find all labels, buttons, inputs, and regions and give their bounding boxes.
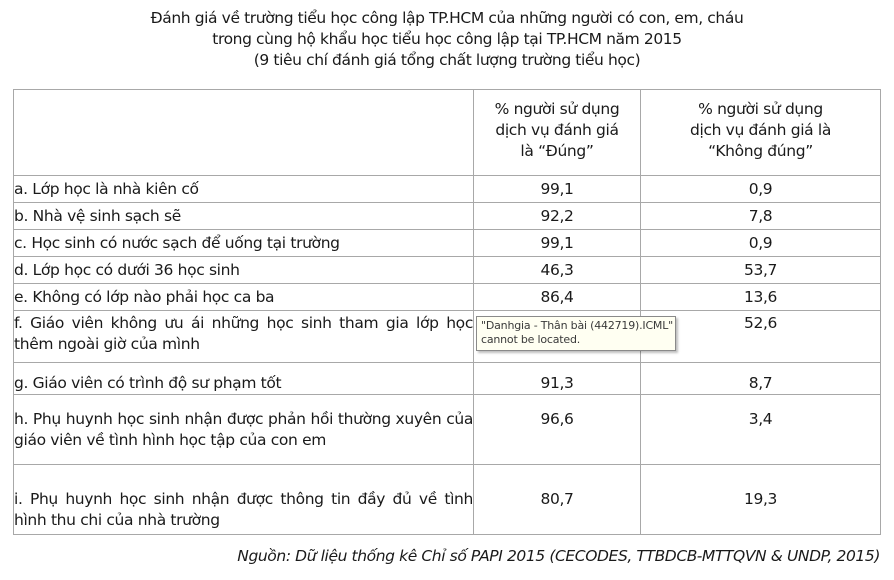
criterion-cell: b. Nhà vệ sinh sạch sẽ: [14, 203, 474, 230]
incorrect-cell: 3,4: [641, 395, 881, 465]
tooltip-line-2: cannot be located.: [481, 333, 581, 346]
incorrect-cell: 0,9: [641, 230, 881, 257]
page-title: [0, 8, 894, 71]
criterion-cell: a. Lớp học là nhà kiên cố: [14, 176, 474, 203]
criterion-cell: d. Lớp học có dưới 36 học sinh: [14, 257, 474, 284]
table-header-row: [14, 90, 881, 176]
table-row: [14, 395, 881, 465]
incorrect-cell: 7,8: [641, 203, 881, 230]
correct-cell: 99,1: [474, 230, 641, 257]
criterion-cell: f. Giáo viên không ưu ái những học sinh tham gia lớp học thêm ngoài giờ của mình: [14, 311, 474, 363]
criterion-cell: c. Học sinh có nước sạch để uống tại trường: [14, 230, 474, 257]
table-row: [14, 176, 881, 203]
incorrect-cell: 52,6: [641, 311, 881, 363]
incorrect-cell: 19,3: [641, 465, 881, 535]
incorrect-cell: 53,7: [641, 257, 881, 284]
correct-cell: 91,3: [474, 363, 641, 395]
missing-link-tooltip: [476, 316, 676, 351]
tooltip-line-1: "Danhgia - Thân bài (442719).ICML": [481, 319, 674, 332]
correct-cell: 96,6: [474, 395, 641, 465]
criterion-cell: e. Không có lớp nào phải học ca ba: [14, 284, 474, 311]
header-incorrect: % người sử dụng dịch vụ đánh giá là “Không đúng”: [641, 90, 881, 176]
table-row: [14, 230, 881, 257]
correct-cell: 86,4: [474, 284, 641, 311]
criterion-cell: h. Phụ huynh học sinh nhận được phản hồi thường xuyên của giáo viên về tình hình học tập của con em: [14, 395, 474, 465]
criterion-cell: i. Phụ huynh học sinh nhận được thông tin đầy đủ về tình hình thu chi của nhà trường: [14, 465, 474, 535]
incorrect-cell: 0,9: [641, 176, 881, 203]
title-line-3: (9 tiêu chí đánh giá tổng chất lượng trường tiểu học): [253, 51, 641, 69]
title-line-2: trong cùng hộ khẩu học tiểu học công lập tại TP.HCM năm 2015: [212, 30, 682, 48]
incorrect-cell: 13,6: [641, 284, 881, 311]
criterion-cell: g. Giáo viên có trình độ sư phạm tốt: [14, 363, 474, 395]
table-row: [14, 363, 881, 395]
table-row: [14, 465, 881, 535]
correct-cell: 46,3: [474, 257, 641, 284]
table-row: [14, 257, 881, 284]
correct-cell: 80,7: [474, 465, 641, 535]
source-note: Nguồn: Dữ liệu thống kê Chỉ số PAPI 2015 (CECODES, TTBDCB-MTTQVN & UNDP, 2015): [237, 547, 880, 565]
incorrect-cell: 8,7: [641, 363, 881, 395]
correct-cell: 99,1: [474, 176, 641, 203]
table-row: [14, 311, 881, 363]
header-criteria: [14, 90, 474, 176]
table-row: [14, 203, 881, 230]
correct-cell: 92,2: [474, 203, 641, 230]
header-correct: % người sử dụng dịch vụ đánh giá là “Đúng”: [474, 90, 641, 176]
table-row: [14, 284, 881, 311]
evaluation-table: [13, 89, 881, 535]
title-line-1: Đánh giá về trường tiểu học công lập TP.HCM của những người có con, em, cháu: [150, 9, 744, 27]
